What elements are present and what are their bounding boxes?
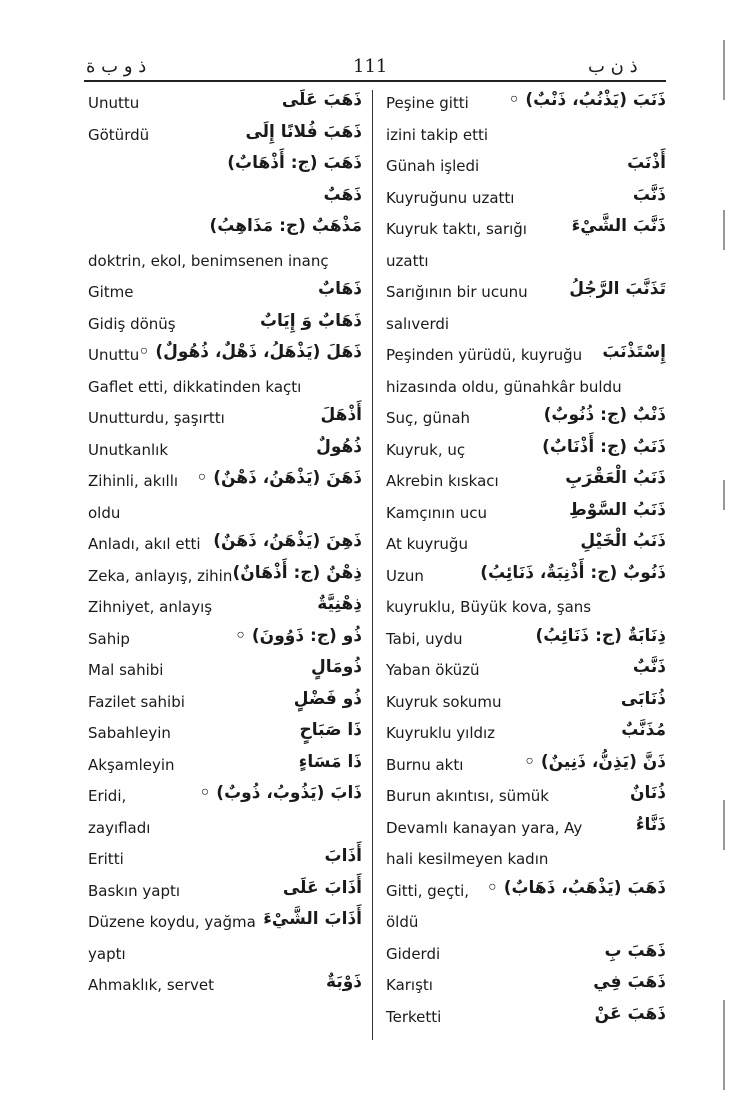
dictionary-entry [88,403,362,435]
dictionary-entry [88,592,362,624]
turkish-definition: Gidiş dönüş [88,314,176,333]
dictionary-entry [386,214,666,246]
dictionary-entry [386,246,666,278]
column-divider [372,90,373,1040]
dictionary-entry [88,88,362,120]
page-header [0,50,734,80]
arabic-headword: ذَنَّاءُ [635,814,666,835]
arabic-headword: ذَنُوبٌ (ج: أَذْنِبَةٌ، ذَنَائِبُ) [480,562,666,583]
arabic-headword: ذَهَبَ عَلَى [281,90,362,110]
right-column [386,88,666,1033]
turkish-definition: Terketti [386,1007,442,1026]
arabic-headword: ذُومَالٍ [311,657,362,677]
turkish-definition: uzattı [386,251,429,270]
dictionary-entry [386,844,666,876]
turkish-definition: Uzun [386,566,424,585]
dictionary-entry [88,120,362,152]
dictionary-entry [88,372,362,404]
arabic-headword: ذَهَبَ بِ [604,940,666,961]
dictionary-entry [88,561,362,593]
arabic-headword: ذَهَلَ (يَذْهَلُ، ذَهْلٌ، ذُهُولٌ) ◦ [138,342,362,362]
arabic-headword: ذَهَبَ فِي [593,972,666,992]
dictionary-entry [88,466,362,498]
turkish-definition: Anladı, akıl etti [88,535,201,553]
turkish-definition: Karıştı [386,976,433,994]
dictionary-entry [386,624,666,656]
arabic-headword: مَذْهَبٌ (ج: مَذَاهِبُ) [209,216,362,236]
dictionary-entry [88,498,362,530]
arabic-headword: ذُنَانٌ [629,783,666,803]
arabic-headword: ذَهَبَ فُلانًا إِلَى [245,121,362,142]
arabic-headword: ذَنَبُ الْعَقْرَبِ [565,468,666,488]
turkish-definition: Gaflet etti, dikkatinden kaçtı [88,377,302,396]
turkish-definition: Ahmaklık, servet [88,976,215,994]
turkish-definition: Götürdü [88,125,150,144]
scan-edge-marks [717,0,733,1115]
dictionary-entry [88,844,362,876]
dictionary-entry [88,655,362,687]
dictionary-entry [386,907,666,939]
arabic-headword: ذَهَابٌ [318,279,362,299]
turkish-definition: öldü [386,913,419,931]
turkish-definition: Kuyruk taktı, sarığı [386,220,527,238]
turkish-definition: Yaban öküzü [386,661,480,679]
arabic-headword: ذَنَبٌ (ج: أَذْنَابٌ) [542,436,666,457]
turkish-definition: Zihinli, akıllı [88,472,179,490]
arabic-headword: ذَهَبَ (يَذْهَبُ، ذَهَابٌ) ◦ [486,877,666,898]
arabic-headword: ذَنَبَ (يَذْنُبُ، ذَنْبٌ) ◦ [508,90,666,110]
dictionary-entry [386,561,666,593]
arabic-headword: ذَنَبُ السَّوْطِ [569,499,666,520]
turkish-definition: Giderdi [386,944,441,963]
turkish-definition: izini takip etti [386,125,489,144]
dictionary-entry [88,813,362,845]
dictionary-entry [88,151,362,183]
page-number: 111 [353,56,388,77]
dictionary-entry [386,466,666,498]
dictionary-entry [386,372,666,404]
turkish-definition: At kuyruğu [386,535,468,553]
dictionary-entry [88,970,362,1002]
left-column [88,88,362,1002]
arabic-headword: ذَابَ (يَذُوبُ، ذُوبٌ) ◦ [199,783,362,803]
dictionary-entry [88,529,362,561]
arabic-headword: أَذَابَ [324,846,362,866]
turkish-definition: Düzene koydu, yağma [88,913,256,931]
turkish-definition: hizasında oldu, günahkâr buldu [386,377,622,396]
dictionary-entry [386,876,666,908]
turkish-definition: Peşine gitti [386,94,469,112]
turkish-definition: Tabi, uydu [386,629,463,648]
arabic-headword: أَذْهَلَ [320,405,362,425]
dictionary-entry [88,939,362,971]
dictionary-entry [386,277,666,309]
turkish-definition: Kamçının ucu [386,503,488,522]
arabic-headword: تَذَنَّبَ الرَّجُلُ [569,279,666,299]
dictionary-entry [386,403,666,435]
dictionary-entry [386,687,666,719]
dictionary-entry [386,529,666,561]
dictionary-entry [386,340,666,372]
turkish-definition: Unutkanlık [88,440,169,459]
dictionary-entry [88,718,362,750]
turkish-definition: Sahip [88,629,130,648]
turkish-definition: Günah işledi [386,157,480,175]
dictionary-entry [386,655,666,687]
turkish-definition: Kuyruk, uç [386,440,466,459]
dictionary-entry [88,624,362,656]
arabic-headword: ذَا صَبَاحٍ [299,720,362,740]
turkish-definition: Kuyruk sokumu [386,692,502,711]
arabic-headword: ذَهَبَ (ج: أَذْهَابٌ) [227,153,362,173]
arabic-headword: ذَهَبَ عَنْ [594,1003,666,1024]
turkish-definition: yaptı [88,944,126,963]
turkish-definition: Kuyruğunu uzattı [386,188,515,207]
dictionary-entry [386,151,666,183]
arabic-headword: ذَهَابٌ وَ إِيَابٌ [259,310,362,331]
turkish-definition: doktrin, ekol, benimsenen inanç [88,251,329,270]
dictionary-entry [386,970,666,1002]
turkish-definition: Unuttu [88,346,140,364]
header-rule [84,80,666,82]
arabic-headword: ذِهْنٌ (ج: أَذْهَانٌ) [232,562,362,583]
dictionary-entry [88,907,362,939]
dictionary-entry [88,277,362,309]
arabic-headword: ذَهَبٌ [323,184,362,205]
arabic-headword: ذَنَّ (يَذِنُّ، ذَنِينٌ) ◦ [524,751,666,772]
dictionary-entry [386,88,666,120]
dictionary-entry [386,309,666,341]
turkish-definition: Kuyruklu yıldız [386,724,496,742]
arabic-headword: ذَنَبُ الْخَيْلِ [580,531,666,551]
arabic-headword: ذَنَّبَ الشَّيْءَ [571,216,666,236]
turkish-definition: Akşamleyin [88,755,175,774]
turkish-definition: Gitme [88,283,134,301]
dictionary-entry [386,939,666,971]
header-left-root: ذ و ب ة [86,56,147,77]
turkish-definition: Sabahleyin [88,724,171,742]
dictionary-entry [386,813,666,845]
dictionary-entry [88,687,362,719]
arabic-headword: ذِهْنِيَّةٌ [317,594,362,614]
dictionary-entry [386,781,666,813]
arabic-headword: إِسْتَذْنَبَ [602,342,666,362]
arabic-headword: ذَهَنَ (يَذْهَنُ، ذَهْنٌ) ◦ [196,468,362,488]
arabic-headword: ذَنَّبٌ [632,657,666,677]
dictionary-entry [88,876,362,908]
turkish-definition: Unuttu [88,94,140,112]
dictionary-entry [386,750,666,782]
turkish-definition: Gitti, geçti, [386,881,470,900]
dictionary-entry [386,718,666,750]
arabic-headword: أَذَابَ الشَّيْءَ [263,909,362,929]
dictionary-entry [386,120,666,152]
turkish-definition: Burnu aktı [386,755,464,774]
dictionary-entry [88,750,362,782]
turkish-definition: Fazilet sahibi [88,692,185,711]
arabic-headword: ذَوْبَةٌ [326,972,362,992]
turkish-definition: Zihniyet, anlayış [88,598,213,616]
dictionary-entry [386,498,666,530]
turkish-definition: Burun akıntısı, sümük [386,787,549,805]
arabic-headword: ذُهُولٌ [316,436,362,457]
arabic-headword: مُذَنَّبٌ [621,720,666,740]
turkish-definition: zayıfladı [88,818,151,837]
dictionary-entry [386,592,666,624]
dictionary-entry [88,340,362,372]
arabic-headword: ذَنَّبَ [632,184,666,205]
turkish-definition: Eridi, [88,787,127,805]
turkish-definition: Suç, günah [386,409,471,427]
turkish-definition: Mal sahibi [88,661,164,679]
dictionary-entry [88,435,362,467]
arabic-headword: ذُو فَضْلٍ [293,688,362,709]
turkish-definition: Baskın yaptı [88,881,181,900]
arabic-headword: أَذَابَ عَلَى [282,877,362,898]
arabic-headword: ذَا مَسَاءٍ [298,751,362,772]
dictionary-entry [88,246,362,278]
turkish-definition: Devamlı kanayan yara, Ay [386,818,583,837]
turkish-definition: Sarığının bir ucunu [386,283,528,301]
arabic-headword: ذُنَابَى [620,688,666,709]
dictionary-entry [88,214,362,246]
arabic-headword: أَذْنَبَ [627,153,666,173]
arabic-headword: ذَهِنَ (يَذْهَنُ، ذَهَنٌ) [213,531,362,551]
turkish-definition: Eritti [88,850,124,868]
dictionary-entry [386,435,666,467]
turkish-definition: Unutturdu, şaşırttı [88,409,225,427]
dictionary-entry [88,309,362,341]
dictionary-entry [88,781,362,813]
turkish-definition: hali kesilmeyen kadın [386,850,549,868]
turkish-definition: oldu [88,503,121,522]
arabic-headword: ذَنْبٌ (ج: ذُنُوبٌ) [543,405,666,425]
arabic-headword: ذُو (ج: ذَوُونَ) ◦ [235,625,362,646]
arabic-headword: ذِنَابَةٌ (ج: ذَنَائِبُ) [535,625,666,646]
dictionary-entry [386,183,666,215]
turkish-definition: salıverdi [386,314,450,333]
turkish-definition: Akrebin kıskacı [386,472,499,490]
turkish-definition: Zeka, anlayış, zihin [88,566,233,585]
dictionary-entry [88,183,362,215]
turkish-definition: Peşinden yürüdü, kuyruğu [386,346,583,364]
header-right-root: ذ ن ب [588,56,638,77]
turkish-definition: kuyruklu, Büyük kova, şans [386,598,592,616]
dictionary-entry [386,1002,666,1034]
